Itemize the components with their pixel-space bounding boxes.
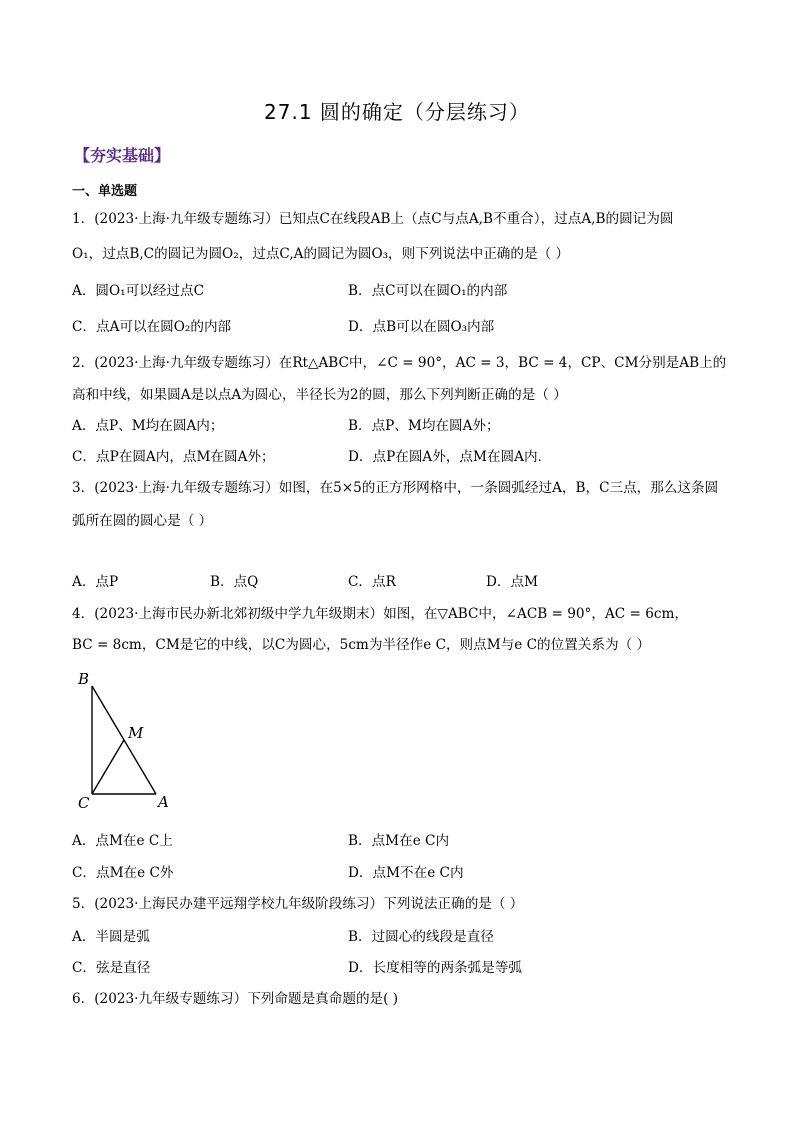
q5-option-d: D．长度相等的两条弧是等弧	[348, 960, 523, 976]
page-title: 27.1 圆的确定（分层练习）	[264, 100, 530, 124]
q1-option-c: C．点A可以在圆O₂的内部	[72, 319, 232, 335]
q4-option-b: B．点M在e C内	[348, 833, 450, 849]
q3-stem-line1: 3．(2023·上海·九年级专题练习）如图，在5×5的正方形网格中，一条圆弧经过A，B，C三点，那么这条圆	[72, 480, 719, 496]
q1-option-a: A．圆O₁可以经过点C	[72, 283, 204, 299]
median-cm	[92, 740, 124, 794]
q6-stem-line1: 6．(2023·九年级专题练习）下列命题是真命题的是( )	[72, 991, 399, 1007]
q1-stem-line1: 1．(2023·上海·九年级专题练习）已知点C在线段AB上（点C与点A,B不重合），过点A,B的圆记为圆	[72, 211, 674, 227]
q2-option-c: C．点P在圆A内，点M在圆A外；	[72, 449, 275, 465]
q4-stem-line2: BC = 8cm，CM是它的中线，以C为圆心，5cm为半径作e C，则点M与e C的位置关系为（ ）	[72, 637, 651, 653]
q5-stem-line1: 5．(2023·上海民办建平远翔学校九年级阶段练习）下列说法正确的是（ ）	[72, 896, 524, 912]
q3-option-c: C．点R	[348, 574, 396, 590]
q5-option-c: C．弦是直径	[72, 960, 151, 976]
q2-stem-line1: 2．(2023·上海·九年级专题练习）在Rt△ABC中，∠C = 90°，AC = 3，BC = 4，CP、CM分别是AB上的	[72, 355, 727, 371]
label-m: M	[128, 724, 144, 742]
q3-option-d: D．点M	[486, 574, 539, 590]
subsection-heading: 一、单选题	[72, 184, 138, 199]
label-b: B	[78, 670, 90, 688]
q1-option-d: D．点B可以在圆O₃内部	[348, 319, 495, 335]
q2-option-b: B．点P、M均在圆A外；	[348, 418, 500, 434]
q4-option-c: C．点M在e C外	[72, 865, 174, 881]
q3-option-a: A．点P	[72, 574, 119, 590]
q2-option-a: A．点P、M均在圆A内；	[72, 418, 224, 434]
label-a: A	[158, 793, 169, 811]
q2-option-d: D．点P在圆A外，点M在圆A内．	[348, 449, 552, 465]
triangle-figure	[66, 662, 186, 812]
q1-stem-line2: O₁，过点B,C的圆记为圆O₂，过点C,A的圆记为圆O₃，则下列说法中正确的是（ ）	[72, 246, 570, 262]
q4-option-d: D．点M不在e C内	[348, 865, 464, 881]
q3-option-b: B．点Q	[210, 574, 259, 590]
q4-option-a: A．点M在e C上	[72, 833, 173, 849]
q4-stem-line1: 4．(2023·上海市民办新北郊初级中学九年级期末）如图，在▽ABC中，∠ACB = 90°，AC = 6cm，	[72, 606, 688, 622]
label-c: C	[78, 794, 90, 812]
section-heading: 【夯实基础】	[74, 146, 171, 165]
q2-stem-line2: 高和中线，如果圆A是以点A为圆心，半径长为2的圆，那么下列判断正确的是（ ）	[72, 387, 567, 403]
q5-option-b: B．过圆心的线段是直径	[348, 929, 494, 945]
q3-stem-line2: 弧所在圆的圆心是（ ）	[72, 513, 213, 529]
q1-option-b: B．点C可以在圆O₁的内部	[348, 283, 508, 299]
q5-option-a: A．半圆是弧	[72, 929, 150, 945]
